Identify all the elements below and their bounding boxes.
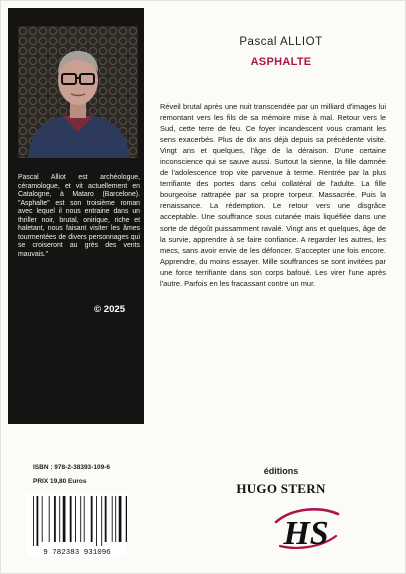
publisher-name: HUGO STERN (236, 481, 326, 496)
isbn-label: ISBN : 978-2-38393-109-6 (33, 464, 110, 471)
barcode-bar (42, 496, 43, 542)
barcode-bar (75, 496, 76, 542)
publisher-logo-letters: HS (283, 515, 329, 552)
editions-label: éditions (263, 466, 299, 476)
author-portrait-image (18, 26, 138, 158)
barcode-bar (54, 496, 56, 542)
barcode-bar (112, 496, 113, 542)
barcode-bar (101, 496, 102, 546)
barcode-bar (119, 496, 122, 542)
barcode-bar (115, 496, 116, 542)
book-blurb: Réveil brutal après une nuit transcendée par un milliard d'images lui remontant vers les fils de sa mémoire mise à mal. Retour vers le Sud, cette terre de feu. Ce foyer incandescent vous cramant les sens exacerbés. Plus de dix ans déjà depuis sa précédente visite. Vingt ans et quelques, l'âge de la déraison. D'une certaine inconscience qui se sauve aussi. Surtout la sienne, la fille damnée de l'adolescence trop vite parvenue à terme. Rentrée par la plus terrifiante des portes dans celui collatéral de l'adulte. La fille bourgeoise rattrapée par sa propre torpeur. Massacrée. Puis la renaissance. La rédemption. Le retour vers une disgrâce acceptable. Une souffrance sous cutanée mais liquéfiée dans une sorte de dégoût puissamment ravalé. Vingt ans et quelques, âge de la survie, apprendre à se faire confiance. A regarder les autres, les mecs, sans avoir envie de les défoncer. S'accepter une fois encore. Apprendre, du moins essayer. Mille souffrances se sont invitées par une force terrifiante dans son corps bafoué. Les virer l'une après l'autre. Parfois en les fracassant contre un mur. (160, 102, 386, 288)
barcode-bar (70, 496, 72, 542)
author-bio: Pascal Alliot est archéologue, céramologue, et vit actuellement en Catalogne, à Mataro (Barcelone). "Asphalte" est son troisième roman avec lequel il nous entraine dans un thriller noir, brutal, onirique, riche et haletant, nous faisant visiter les âmes tourmentées de divers personnages qui se croiseront au grès des vents mauvais." (18, 174, 140, 258)
price-label: PRIX 19,80 Euros (33, 478, 87, 485)
author-name: Pascal ALLIOT (239, 36, 323, 48)
barcode-digits: 9 782383 931096 (43, 549, 111, 556)
barcode-bar (80, 496, 81, 542)
publisher-logo (272, 500, 342, 556)
barcode-bar (126, 496, 127, 542)
book-title: ASPHALTE (250, 56, 312, 68)
author-panel (8, 8, 144, 424)
author-photo (18, 26, 138, 158)
barcode-bar (59, 496, 60, 542)
copyright-notice: © 2025 (94, 304, 126, 315)
barcode-bar (105, 496, 107, 542)
barcode-bar (49, 496, 50, 542)
barcode (27, 493, 127, 556)
barcode-bar (84, 496, 85, 542)
barcode-bar (37, 496, 39, 546)
barcode-bar (91, 496, 93, 542)
barcode-bar (63, 496, 66, 542)
barcode-bar (33, 496, 34, 546)
barcode-bar (96, 496, 97, 546)
